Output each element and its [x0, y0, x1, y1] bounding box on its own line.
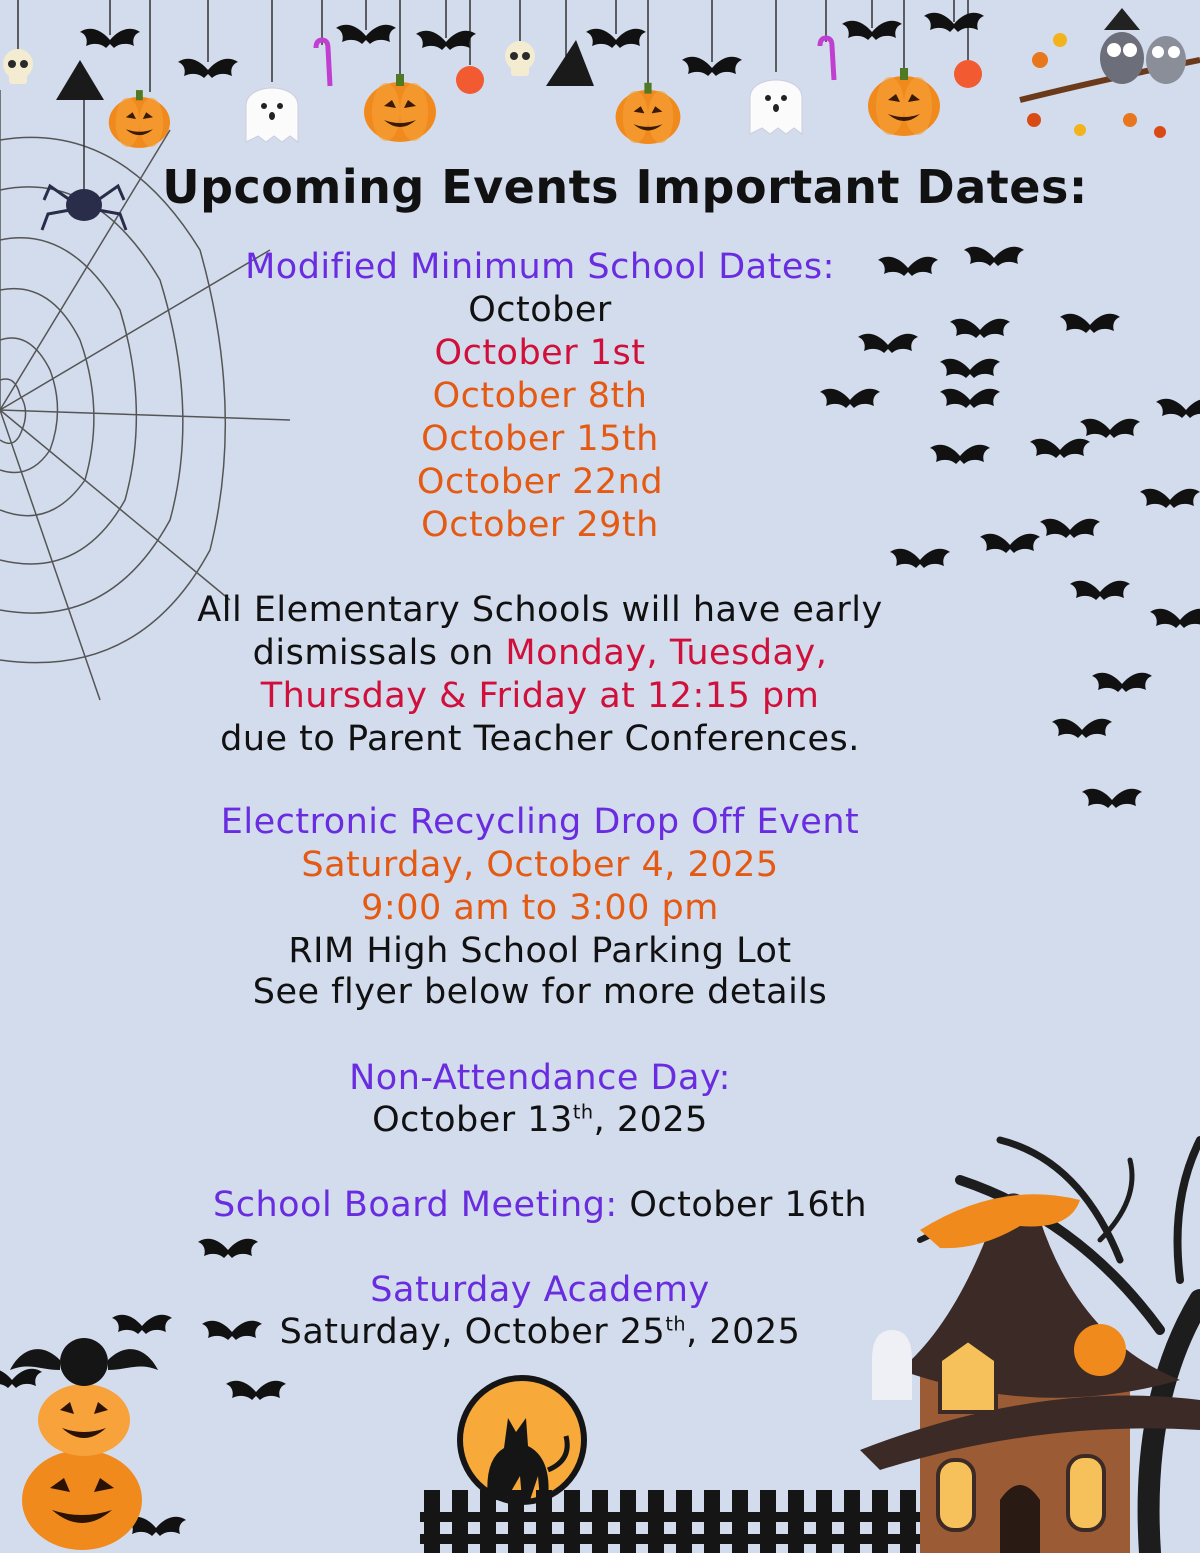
recycling-note: See flyer below for more details — [252, 972, 828, 1012]
skull-icon — [3, 49, 33, 84]
recycling-time: 9:00 am to 3:00 pm — [361, 888, 719, 928]
candy-cane-icon — [316, 40, 330, 86]
saturday-academy-heading: Saturday Academy — [370, 1270, 710, 1310]
recycling-date: Saturday, October 4, 2025 — [301, 845, 779, 885]
conferences-line: due to Parent Teacher Conferences. — [220, 719, 860, 759]
minimum-date: October 29th — [421, 505, 659, 545]
conferences-days: Thursday & Friday at 12:15 pm — [260, 676, 820, 716]
board-meeting-date: October 16th — [629, 1185, 867, 1225]
date-ordinal: th — [665, 1312, 687, 1336]
board-meeting-label: School Board Meeting: — [213, 1185, 618, 1225]
bat-icon — [0, 1369, 42, 1388]
bat-icon — [1150, 609, 1200, 628]
date-year: , 2025 — [593, 1100, 708, 1140]
date-year: , 2025 — [686, 1312, 801, 1352]
conferences-line — [0, 633, 1080, 673]
bat-icon — [226, 1381, 286, 1400]
owl-icon — [1020, 8, 1200, 138]
conferences-days: Monday, Tuesday, — [505, 633, 828, 673]
conferences-line: All Elementary Schools will have early — [197, 590, 883, 630]
date-ordinal: th — [572, 1100, 594, 1124]
bat-icon — [1092, 673, 1152, 692]
minimum-date: October 22nd — [416, 462, 664, 502]
board-meeting — [0, 1185, 1080, 1225]
minimum-date: October 8th — [432, 376, 648, 416]
candy-cane-icon — [820, 38, 834, 80]
minimum-date: October — [468, 290, 612, 330]
pumpkin-icon — [868, 68, 940, 136]
minimum-date: October 15th — [421, 419, 659, 459]
saturday-academy-date — [0, 1312, 1080, 1352]
bat-icon — [1082, 789, 1142, 808]
page-title: Upcoming Events Important Dates: — [162, 160, 1088, 214]
heart-bat-icon — [954, 60, 982, 88]
minimum-days-heading: Modified Minimum School Dates: — [245, 247, 835, 287]
date-text: October 13 — [372, 1100, 573, 1140]
hanging-strings — [18, 0, 968, 92]
bat-icon — [1140, 489, 1200, 508]
ghost-icon — [750, 80, 802, 134]
recycling-heading: Electronic Recycling Drop Off Event — [220, 802, 860, 842]
date-text: Saturday, October 25 — [279, 1312, 666, 1352]
bat-icon — [198, 1239, 258, 1258]
bat-icon — [890, 549, 950, 568]
pumpkin-icon — [364, 74, 436, 142]
fence-icon — [420, 1490, 920, 1553]
pumpkin-icon — [109, 90, 170, 148]
conferences-text: dismissals on — [252, 633, 494, 673]
heart-bat-icon — [456, 66, 484, 94]
pumpkin-icon — [616, 83, 681, 144]
witch-hat-icon — [546, 40, 594, 86]
bat-icon — [1080, 419, 1140, 438]
witch-hat-icon — [56, 60, 104, 100]
skull-icon — [505, 41, 535, 76]
non-attendance-date — [0, 1100, 1080, 1140]
recycling-location: RIM High School Parking Lot — [288, 931, 792, 971]
non-attendance-heading: Non-Attendance Day: — [349, 1058, 731, 1098]
bat-icon — [1156, 399, 1200, 418]
minimum-date: October 1st — [434, 333, 646, 373]
ghost-icon — [246, 88, 298, 142]
